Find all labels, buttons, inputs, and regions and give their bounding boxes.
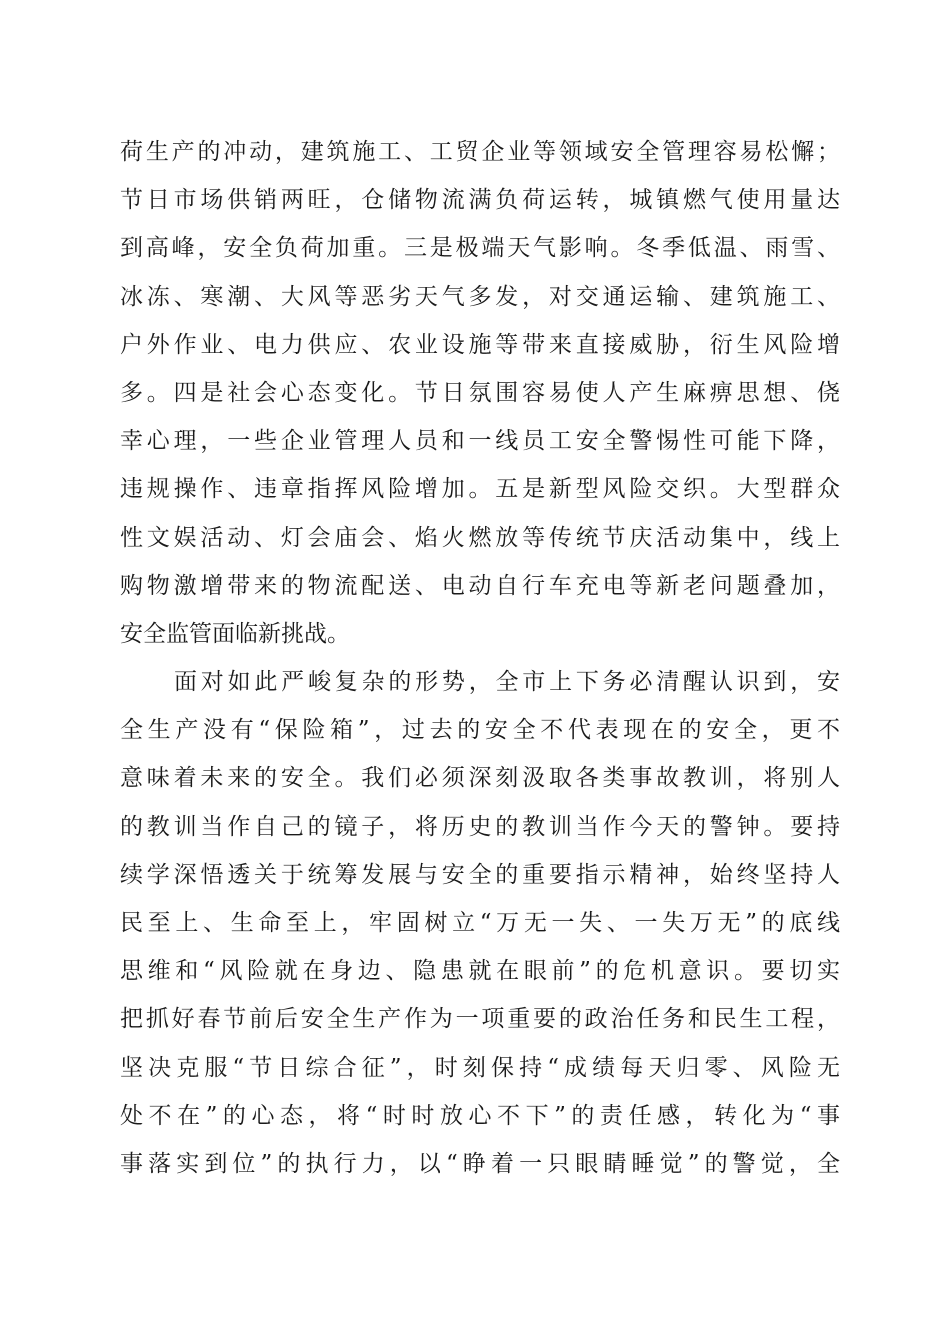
text-line: 荷生产的冲动，建筑施工、工贸企业等领域安全管理容易松懈； <box>120 139 840 165</box>
text-line: 冰冻、寒潮、大风等恶劣天气多发，对交通运输、建筑施工、 <box>120 283 840 310</box>
text-line: 的教训当作自己的镜子，将历史的教训当作今天的警钟。要持 <box>120 813 840 840</box>
paragraph-first-line: 面对如此严峻复杂的形势，全市上下务必清醒认识到，安 <box>174 669 840 696</box>
text-line: 事落实到位”的执行力，以“睁着一只眼睛睡觉”的警觉，全 <box>120 1150 840 1177</box>
text-line: 把抓好春节前后安全生产作为一项重要的政治任务和民生工程， <box>120 1006 840 1033</box>
text-line: 到高峰，安全负荷加重。三是极端天气影响。冬季低温、雨雪、 <box>120 235 840 262</box>
text-line: 处不在”的心态，将“时时放心不下”的责任感，转化为“事 <box>120 1102 840 1129</box>
text-line: 节日市场供销两旺，仓储物流满负荷运转，城镇燃气使用量达 <box>120 187 840 214</box>
text-line: 民至上、生命至上，牢固树立“万无一失、一失万无”的底线 <box>120 910 840 936</box>
body-text <box>120 128 840 1188</box>
text-line: 户外作业、电力供应、农业设施等带来直接威胁，衍生风险增 <box>120 331 840 358</box>
text-line: 违规操作、违章指挥风险增加。五是新型风险交织。大型群众 <box>120 476 840 503</box>
text-line: 购物激增带来的物流配送、电动自行车充电等新老问题叠加， <box>120 572 840 599</box>
text-line: 性文娱活动、灯会庙会、焰火燃放等传统节庆活动集中，线上 <box>120 524 840 551</box>
text-line: 多。四是社会心态变化。节日氛围容易使人产生麻痹思想、侥 <box>120 379 840 406</box>
text-line: 思维和“风险就在身边、隐患就在眼前”的危机意识。要切实 <box>120 958 840 985</box>
paragraph-end-line: 安全监管面临新挑战。 <box>120 620 350 647</box>
text-line: 续学深悟透关于统筹发展与安全的重要指示精神，始终坚持人 <box>120 861 840 888</box>
text-line: 坚决克服“节日综合征”，时刻保持“成绩每天归零、风险无 <box>120 1054 840 1081</box>
text-line: 幸心理，一些企业管理人员和一线员工安全警惕性可能下降， <box>120 428 840 455</box>
text-line: 意味着未来的安全。我们必须深刻汲取各类事故教训，将别人 <box>120 765 840 792</box>
text-line: 全生产没有“保险箱”，过去的安全不代表现在的安全，更不 <box>120 717 840 744</box>
